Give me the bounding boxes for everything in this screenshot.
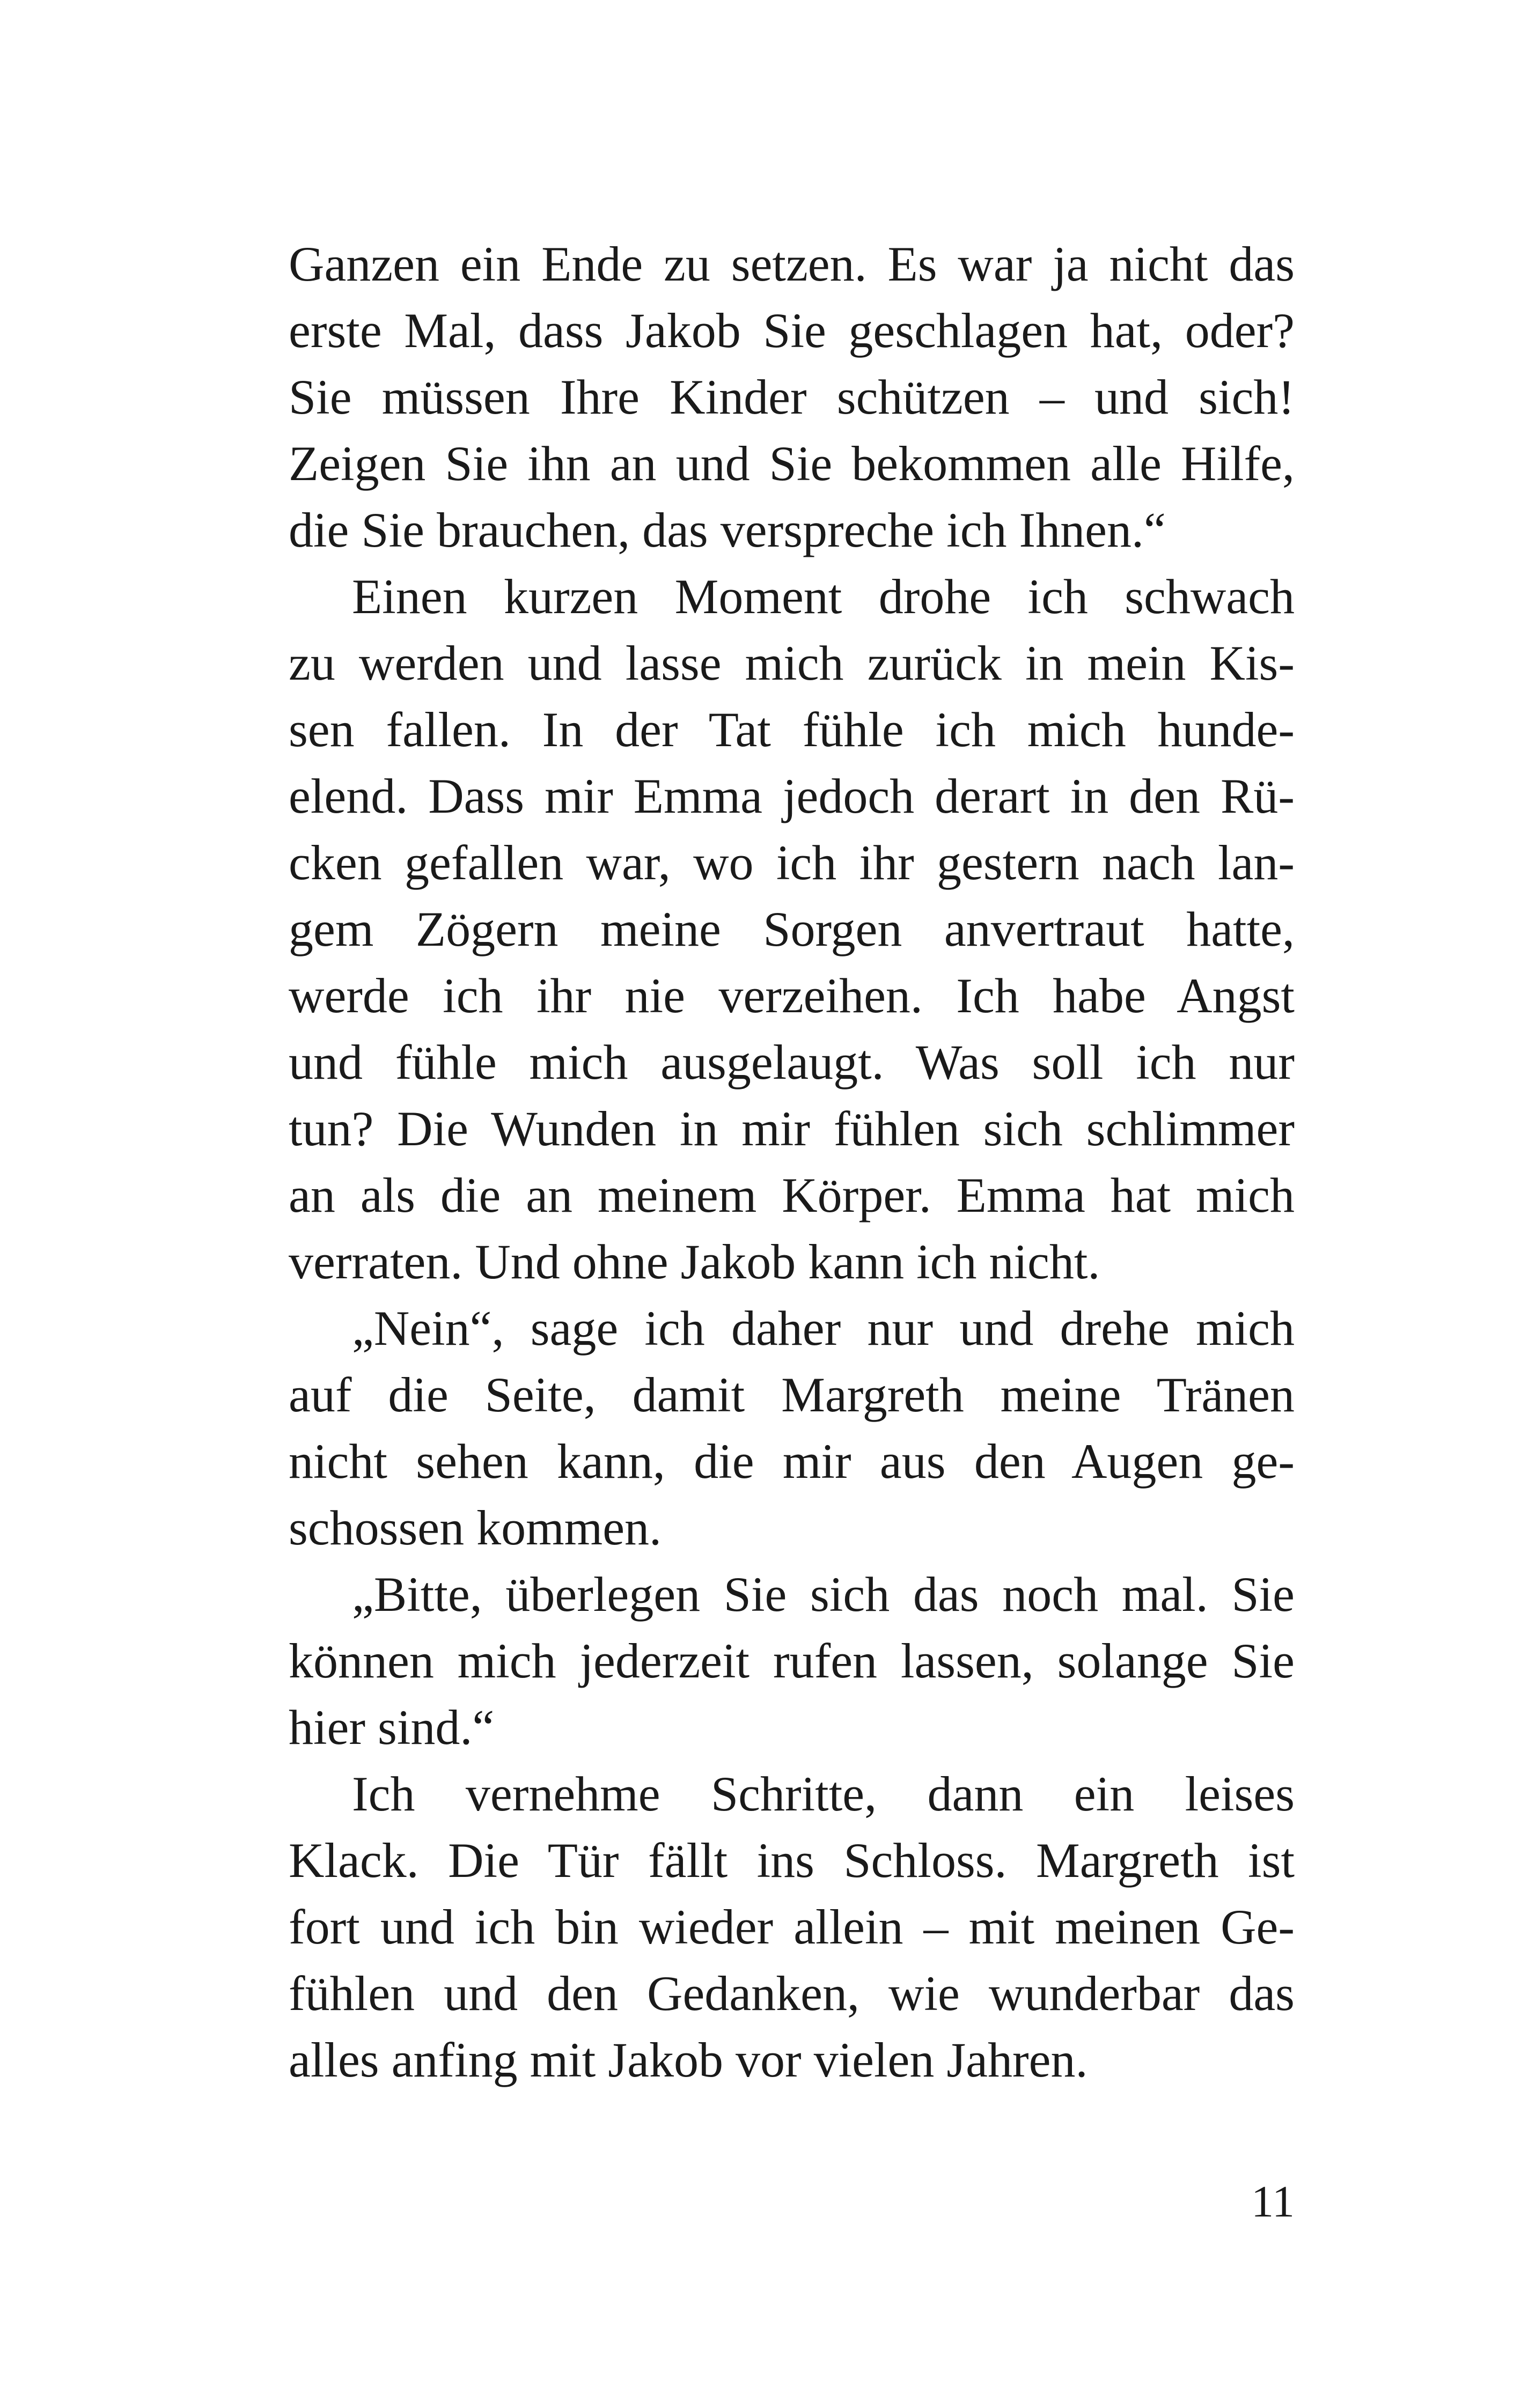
text-line: Zeigen Sie ihn an und Sie bekommen alle Hilfe, [289, 436, 1295, 491]
text-line: hier sind.“ [289, 1700, 495, 1755]
text-line: „Bitte, überlegen Sie sich das noch mal. Sie [352, 1567, 1295, 1622]
text-line: verraten. Und ohne Jakob kann ich nicht. [289, 1234, 1100, 1289]
page-number: 11 [1251, 2177, 1295, 2227]
text-line: elend. Dass mir Emma jedoch derart in den Rü- [289, 769, 1295, 823]
body-text [289, 231, 1295, 2093]
text-line: zu werden und lasse mich zurück in mein Kis- [289, 636, 1295, 690]
text-line: Klack. Die Tür fällt ins Schloss. Margreth ist [289, 1833, 1295, 1888]
text-line: die Sie brauchen, das verspreche ich Ihnen.“ [289, 503, 1166, 557]
text-line: tun? Die Wunden in mir fühlen sich schlimmer [289, 1101, 1295, 1156]
text-line: Ich vernehme Schritte, dann ein leises [352, 1766, 1295, 1821]
text-line: werde ich ihr nie verzeihen. Ich habe Angst [289, 968, 1295, 1023]
text-line: Sie müssen Ihre Kinder schützen – und sich! [289, 370, 1295, 424]
text-line: können mich jederzeit rufen lassen, solange Sie [289, 1633, 1295, 1688]
text-line: sen fallen. In der Tat fühle ich mich hunde- [289, 702, 1295, 757]
text-line: an als die an meinem Körper. Emma hat mich [289, 1168, 1295, 1223]
text-line: gem Zögern meine Sorgen anvertraut hatte, [289, 902, 1295, 956]
text-line: fühlen und den Gedanken, wie wunderbar das [289, 1966, 1295, 2021]
text-line: Einen kurzen Moment drohe ich schwach [352, 569, 1295, 624]
text-line: schossen kommen. [289, 1500, 662, 1555]
text-line: cken gefallen war, wo ich ihr gestern nach lan- [289, 835, 1295, 890]
text-line: auf die Seite, damit Margreth meine Tränen [289, 1367, 1295, 1422]
text-line: nicht sehen kann, die mir aus den Augen ge- [289, 1434, 1295, 1489]
text-line: Ganzen ein Ende zu setzen. Es war ja nicht das [289, 237, 1295, 291]
text-line: und fühle mich ausgelaugt. Was soll ich nur [289, 1035, 1295, 1089]
text-line: erste Mal, dass Jakob Sie geschlagen hat, oder? [289, 303, 1295, 358]
text-line: alles anfing mit Jakob vor vielen Jahren. [289, 2033, 1088, 2087]
text-line: fort und ich bin wieder allein – mit meinen Ge- [289, 1899, 1295, 1954]
text-line: „Nein“, sage ich daher nur und drehe mich [352, 1301, 1295, 1356]
